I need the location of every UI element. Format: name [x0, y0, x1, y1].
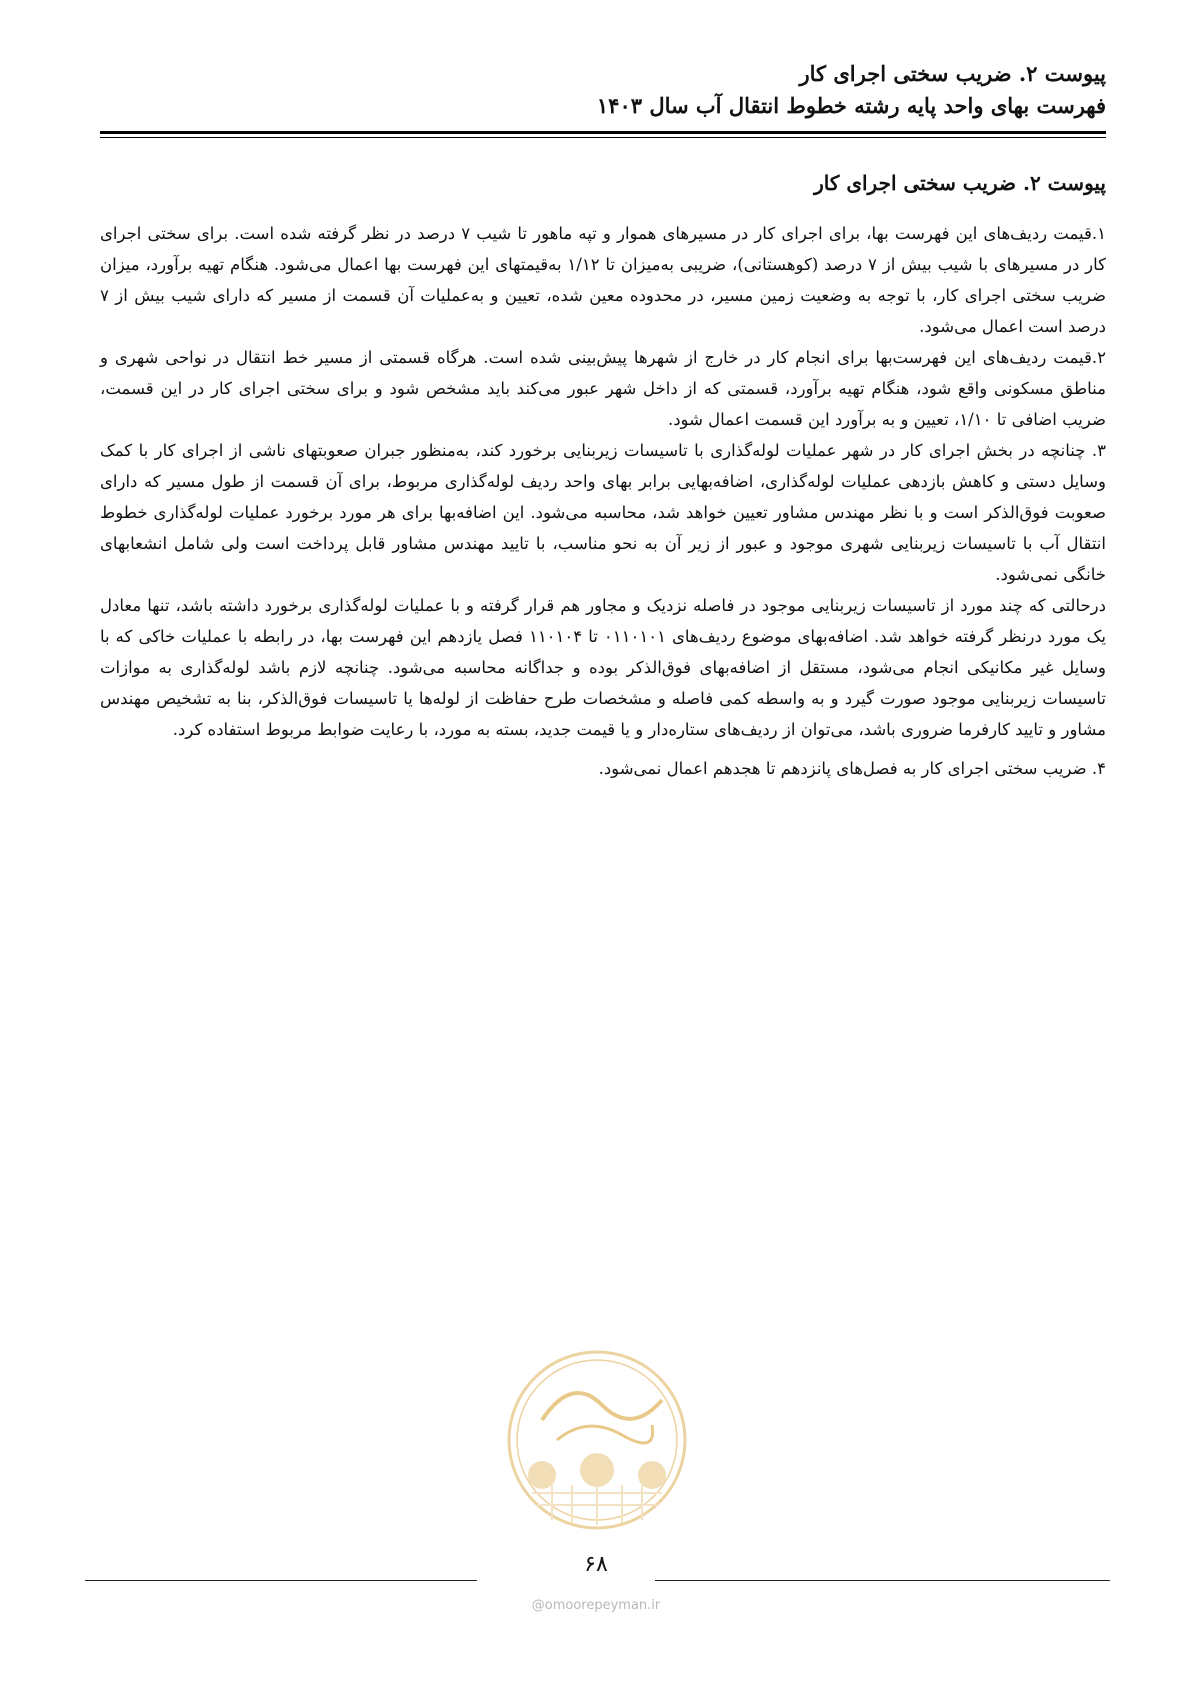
- page-header: [100, 58, 1106, 122]
- header-divider-thick: [100, 131, 1106, 134]
- watermark-text: @omoorepeyman.ir: [531, 1598, 661, 1613]
- page-number: ۶۸: [584, 1552, 608, 1577]
- paragraph-2: ۲.قیمت ردیف‌های این فهرست‌بها برای انجام کار در خارج از شهرها پیش‌بینی شده است. هرگاه قسمتی از مسیر خط انتقال در نواحی شهری و مناطق مسکونی واقع شود، هنگام تهیه برآورد، قسمتی که از داخل شهر عبور می‌کند باید مشخص شود و برای سختی اجرای کار در این قسمت، ضریب اضافی تا ۱/۱۰، تعیین و به برآورد این قسمت اعمال شود.: [100, 348, 1106, 429]
- paragraph-3: ۳. چنانچه در بخش اجرای کار در شهر عملیات لوله‌گذاری با تاسیسات زیربنایی برخورد کند، به‌منظور جبران صعوبتهای ناشی از اجرای کار با کمک وسایل دستی و کاهش بازدهی عملیات لوله‌گذاری، اضافه‌بهایی برابر بهای واحد ردیف لوله‌گذاری مربوط، برای آن قسمت از طول مسیر که دارای صعوبت فوق‌الذکر است و با نظر مهندس مشاور تعیین خواهد شد، محاسبه می‌شود. این اضافه‌بها برای هر مورد برخورد عملیات لوله‌گذاری خطوط انتقال آب با تاسیسات زیربنایی شهری موجود و عبور از زیر آن به نحو مناسب، با تایید مهندس مشاور قابل پرداخت است ولی شامل انشعابهای خانگی نمی‌شود.: [100, 441, 1106, 584]
- footer-divider-right: [655, 1580, 1110, 1581]
- paragraph-4: درحالتی که چند مورد از تاسیسات زیربنایی موجود در فاصله نزدیک و مجاور هم قرار گرفته و با عملیات لوله‌گذاری برخورد داشته باشد، تنها معادل یک مورد درنظر گرفته خواهد شد. اضافه‌بهای موضوع ردیف‌های ۰۱۱۰۱۰۱ تا ۱۱۰۱۰۴ فصل یازدهم این فهرست بها، در رابطه با عملیات خاکی که با وسایل غیر مکانیکی انجام می‌شود، مستقل از اضافه‌بهای فوق‌الذکر بوده و جداگانه محاسبه می‌شود. چنانچه لازم باشد لوله‌گذاری به موازات تاسیسات زیربنایی موجود صورت گیرد و به واسطه کمی فاصله و مشخصات طرح حفاظت از لوله‌ها یا تاسیسات فوق‌الذکر، بنا به تشخیص مهندس مشاور و تایید کارفرما ضروری باشد، می‌توان از ردیف‌های ستاره‌دار و یا قیمت جدید، بسته به مورد، با رعایت ضوابط مربوط استفاده کرد.: [100, 596, 1107, 739]
- header-document-title: فهرست بهای واحد پایه رشته خطوط انتقال آب سال ۱۴۰۳: [596, 93, 1106, 118]
- section-title: پیوست ۲. ضریب سختی اجرای کار: [814, 171, 1106, 195]
- paragraph-5: ۴. ضریب سختی اجرای کار به فصل‌های پانزدهم تا هجدهم اعمال نمی‌شود.: [598, 759, 1106, 778]
- header-divider-thin: [100, 137, 1106, 138]
- omoorepeyman-seal-logo: [502, 1345, 692, 1535]
- header-appendix-title: پیوست ۲. ضریب سختی اجرای کار: [799, 61, 1106, 86]
- body-text: [100, 218, 1106, 784]
- footer-divider-left: [85, 1580, 477, 1581]
- paragraph-1: ۱.قیمت ردیف‌های این فهرست بها، برای اجرای کار در مسیرهای هموار و تپه ماهور تا شیب ۷ درصد در نظر گرفته شده است. برای سختی اجرای کار در مسیرهای با شیب بیش از ۷ درصد (کوهستانی)، ضریبی به‌میزان تا ۱/۱۲ به‌قیمتهای این فهرست بها اعمال می‌شود. هنگام تهیه برآورد، میزان ضریب سختی اجرای کار، با توجه به وضعیت زمین مسیر، در محدوده معین شده، تعیین و به‌عملیات آن قسمت از مسیر که دارای شیب بیش از ۷ درصد است اعمال می‌شود.: [100, 224, 1107, 336]
